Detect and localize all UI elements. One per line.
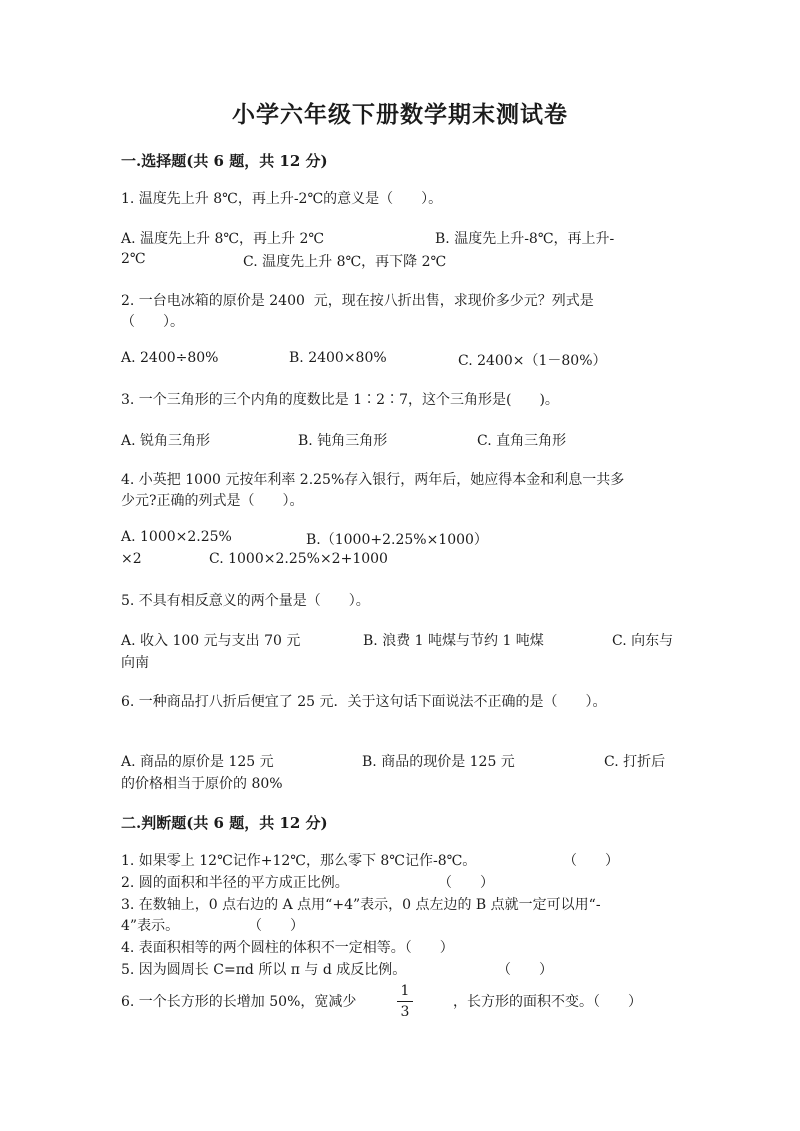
judge-2-answer-blank: （ ） bbox=[438, 875, 494, 891]
judge-5: 5. 因为圆周长 C=πd 所以 π 与 d 成反比例。 bbox=[121, 962, 407, 978]
question-1-option-a: A. 温度先上升 8℃，再上升 2℃ bbox=[121, 231, 325, 247]
judge-4: 4. 表面积相等的两个圆柱的体积不一定相等。（ ） bbox=[121, 940, 454, 956]
judge-1-answer-blank: （ ） bbox=[563, 853, 619, 869]
judge-3: 3. 在数轴上，0 点右边的 A 点用“+4”表示，0 点左边的 B 点就一定可以用“- bbox=[121, 897, 601, 913]
question-4-option-b: B.（1000+2.25%×1000） bbox=[306, 532, 488, 548]
question-6-option-b: B. 商品的现价是 125 元 bbox=[362, 754, 515, 770]
question-4-stem-cont: 少元?正确的列式是（ ）。 bbox=[121, 493, 304, 509]
page-title: 小学六年级下册数学期末测试卷 bbox=[232, 101, 568, 128]
question-4-option-c: C. 1000×2.25%×2+1000 bbox=[209, 551, 388, 567]
question-4-option-b-cont: ×2 bbox=[121, 551, 142, 567]
question-6-stem: 6. 一种商品打八折后便宜了 25 元．关于这句话下面说法不正确的是（ ）。 bbox=[121, 694, 607, 710]
question-5-stem: 5. 不具有相反意义的两个量是（ ）。 bbox=[121, 593, 370, 609]
judge-1: 1. 如果零上 12℃记作+12℃，那么零下 8℃记作-8℃。 bbox=[121, 853, 477, 869]
question-6-option-a: A. 商品的原价是 125 元 bbox=[121, 754, 274, 770]
question-2-option-b: B. 2400×80% bbox=[289, 350, 387, 366]
section-heading-choice: 一.选择题(共 6 题，共 12 分) bbox=[121, 152, 328, 170]
question-1-stem: 1. 温度先上升 8℃，再上升-2℃的意义是（ ）。 bbox=[121, 191, 443, 207]
judge-6-cont: ，长方形的面积不变。（ ） bbox=[453, 994, 642, 1010]
question-4-option-a: A. 1000×2.25% bbox=[121, 529, 232, 545]
question-6-option-c: C. 打折后 bbox=[604, 754, 666, 770]
fraction-denominator: 3 bbox=[400, 1004, 410, 1020]
question-3-stem: 3. 一个三角形的三个内角的度数比是 1∶2∶7，这个三角形是( )。 bbox=[121, 392, 559, 408]
judge-3-answer-blank: （ ） bbox=[248, 918, 304, 934]
section-heading-judge: 二.判断题(共 6 题，共 12 分) bbox=[121, 814, 328, 832]
question-5-option-c-cont: 向南 bbox=[121, 655, 149, 671]
question-6-option-c-cont: 的价格相当于原价的 80% bbox=[121, 776, 283, 792]
question-4-stem: 4. 小英把 1000 元按年利率 2.25%存入银行，两年后，她应得本金和利息一共多 bbox=[121, 472, 625, 488]
judge-2: 2. 圆的面积和半径的平方成正比例。 bbox=[121, 875, 349, 891]
fraction-one-third bbox=[395, 982, 415, 1021]
question-5-option-b: B. 浪费 1 吨煤与节约 1 吨煤 bbox=[363, 633, 544, 649]
question-1-option-b: B. 温度先上升-8℃，再上升- bbox=[435, 231, 615, 247]
judge-5-answer-blank: （ ） bbox=[497, 962, 553, 978]
judge-3-cont: 4”表示。 bbox=[121, 918, 180, 934]
question-1-option-c: C. 温度先上升 8℃，再下降 2℃ bbox=[243, 254, 447, 270]
fraction-numerator: 1 bbox=[400, 983, 410, 999]
question-5-option-c: C. 向东与 bbox=[612, 633, 674, 649]
question-2-stem-cont: （ ）。 bbox=[121, 314, 184, 330]
question-3-option-c: C. 直角三角形 bbox=[477, 433, 567, 449]
question-2-option-c: C. 2400×（1－80%） bbox=[458, 353, 607, 369]
question-2-option-a: A. 2400÷80% bbox=[121, 350, 219, 366]
question-3-option-b: B. 钝角三角形 bbox=[298, 433, 388, 449]
judge-6: 6. 一个长方形的长增加 50%，宽减少 bbox=[121, 994, 357, 1010]
fraction-bar bbox=[397, 1001, 413, 1002]
question-3-option-a: A. 锐角三角形 bbox=[121, 433, 211, 449]
question-5-option-a: A. 收入 100 元与支出 70 元 bbox=[121, 633, 301, 649]
question-2-stem: 2. 一台电冰箱的原价是 2400 元，现在按八折出售，求现价多少元？列式是 bbox=[121, 293, 594, 309]
question-1-option-b-cont: 2℃ bbox=[121, 251, 146, 267]
